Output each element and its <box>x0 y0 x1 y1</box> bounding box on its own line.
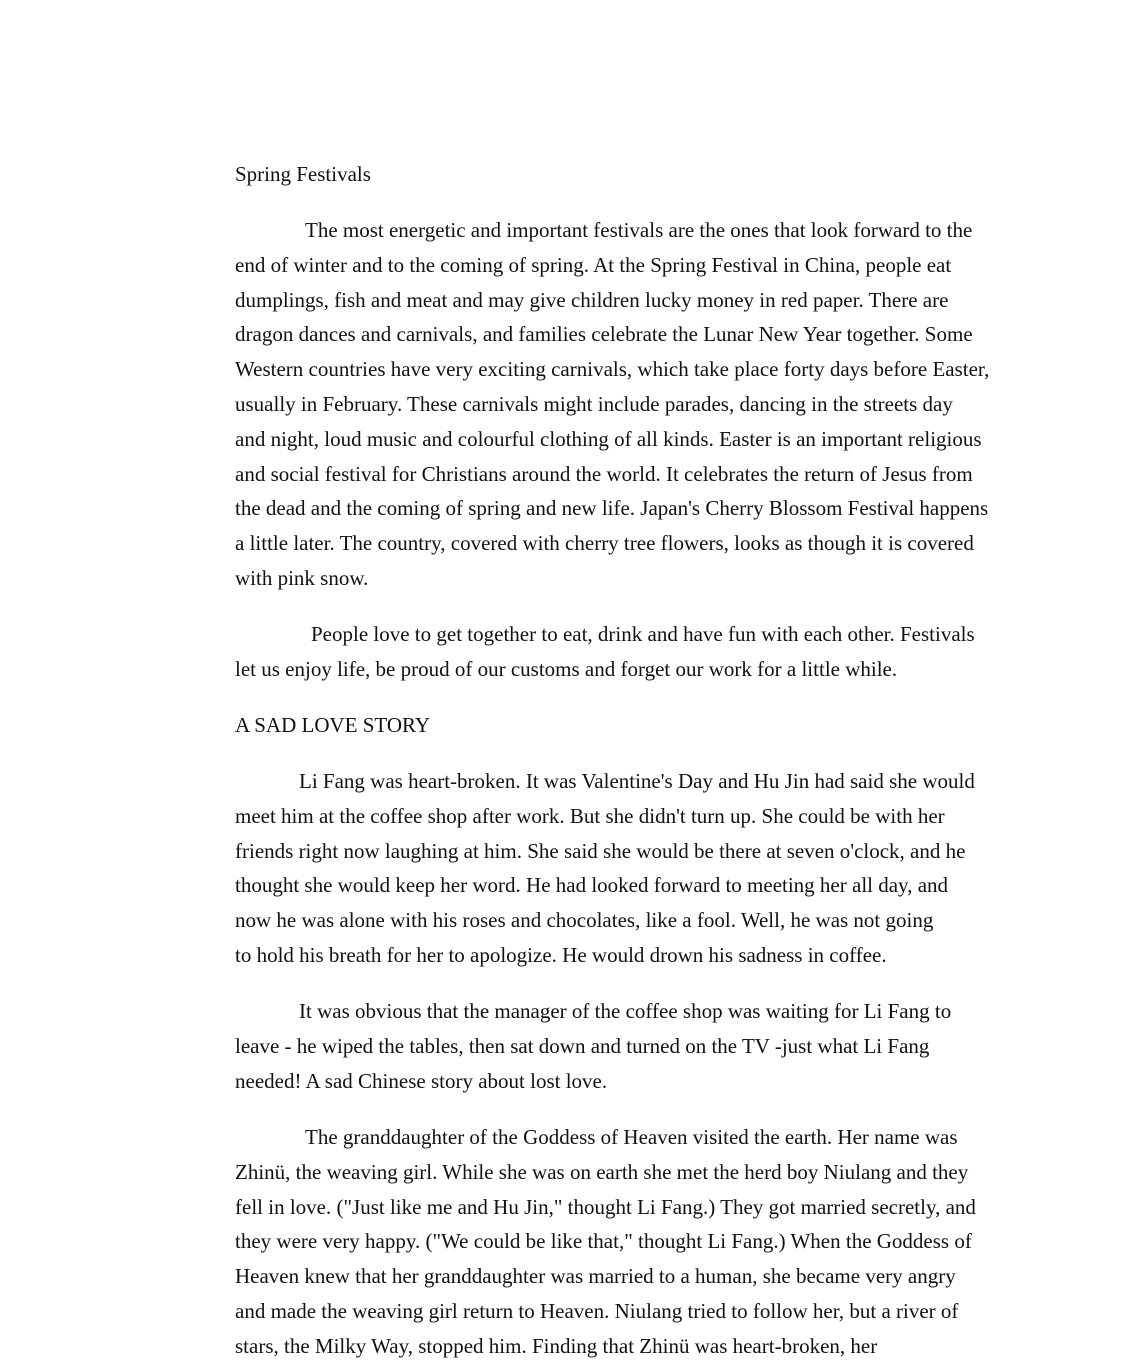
paragraph-line: the dead and the coming of spring and new life. Japan's Cherry Blossom Festival happens <box>235 496 989 521</box>
paragraph-line: fell in love. ("Just like me and Hu Jin," thought Li Fang.) They got married secretly, and <box>235 1194 976 1219</box>
paragraph-line: they were very happy. ("We could be like that," thought Li Fang.) When the Goddess of <box>235 1229 972 1254</box>
paragraph-line: dumplings, fish and meat and may give children lucky money in red paper. There are <box>235 287 949 312</box>
paragraph-line: Zhinü, the weaving girl. While she was on earth she met the herd boy Niulang and they <box>235 1159 969 1184</box>
paragraph-line: The most energetic and important festivals are the ones that look forward to the <box>305 218 973 242</box>
paragraph-line: It was obvious that the manager of the coffee shop was waiting for Li Fang to <box>299 999 952 1023</box>
paragraph-spring-2 <box>235 617 1135 687</box>
paragraph-love-1 <box>235 764 1135 973</box>
paragraph-line: end of winter and to the coming of spring. At the Spring Festival in China, people eat <box>235 252 952 277</box>
paragraph-line: let us enjoy life, be proud of our customs and forget our work for a little while. <box>235 656 898 681</box>
paragraph-line: stars, the Milky Way, stopped him. Finding that Zhinü was heart-broken, her <box>235 1333 878 1358</box>
paragraph-love-3 <box>235 1120 1135 1364</box>
paragraph-line: thought she would keep her word. He had looked forward to meeting her all day, and <box>235 873 949 898</box>
paragraph-line: and social festival for Christians around the world. It celebrates the return of Jesus from <box>235 461 973 486</box>
paragraph-line: meet him at the coffee shop after work. But she didn't turn up. She could be with her <box>235 803 945 828</box>
section-heading-sad-love-story: A SAD LOVE STORY <box>235 713 431 737</box>
paragraph-line: and night, loud music and colourful clothing of all kinds. Easter is an important religious <box>235 426 982 451</box>
paragraph-line: dragon dances and carnivals, and families celebrate the Lunar New Year together. Some <box>235 322 973 347</box>
paragraph-love-2 <box>235 994 1135 1098</box>
paragraph-line: Li Fang was heart-broken. It was Valentine's Day and Hu Jin had said she would <box>299 769 975 793</box>
paragraph-line: a little later. The country, covered with cherry tree flowers, looks as though it is covered <box>235 531 974 556</box>
paragraph-line: The granddaughter of the Goddess of Heaven visited the earth. Her name was <box>305 1125 958 1149</box>
paragraph-line: now he was alone with his roses and chocolates, like a fool. Well, he was not going <box>235 908 934 933</box>
paragraph-line: needed! A sad Chinese story about lost love. <box>235 1068 608 1093</box>
paragraph-line: and made the weaving girl return to Heaven. Niulang tried to follow her, but a river of <box>235 1298 959 1323</box>
paragraph-line: to hold his breath for her to apologize. He would drown his sadness in coffee. <box>235 942 887 967</box>
paragraph-line: with pink snow. <box>235 565 369 590</box>
section-heading-spring-festivals: Spring Festivals <box>235 162 371 186</box>
paragraph-line: usually in February. These carnivals might include parades, dancing in the streets day <box>235 391 953 416</box>
paragraph-spring-1 <box>235 213 1135 596</box>
paragraph-line: Western countries have very exciting carnivals, which take place forty days before Easter, <box>235 357 990 382</box>
paragraph-line: People love to get together to eat, drink and have fun with each other. Festivals <box>311 622 975 646</box>
paragraph-line: friends right now laughing at him. She said she would be there at seven o'clock, and he <box>235 838 966 863</box>
paragraph-line: Heaven knew that her granddaughter was married to a human, she became very angry <box>235 1264 956 1289</box>
paragraph-line: leave - he wiped the tables, then sat down and turned on the TV -just what Li Fang <box>235 1033 930 1058</box>
